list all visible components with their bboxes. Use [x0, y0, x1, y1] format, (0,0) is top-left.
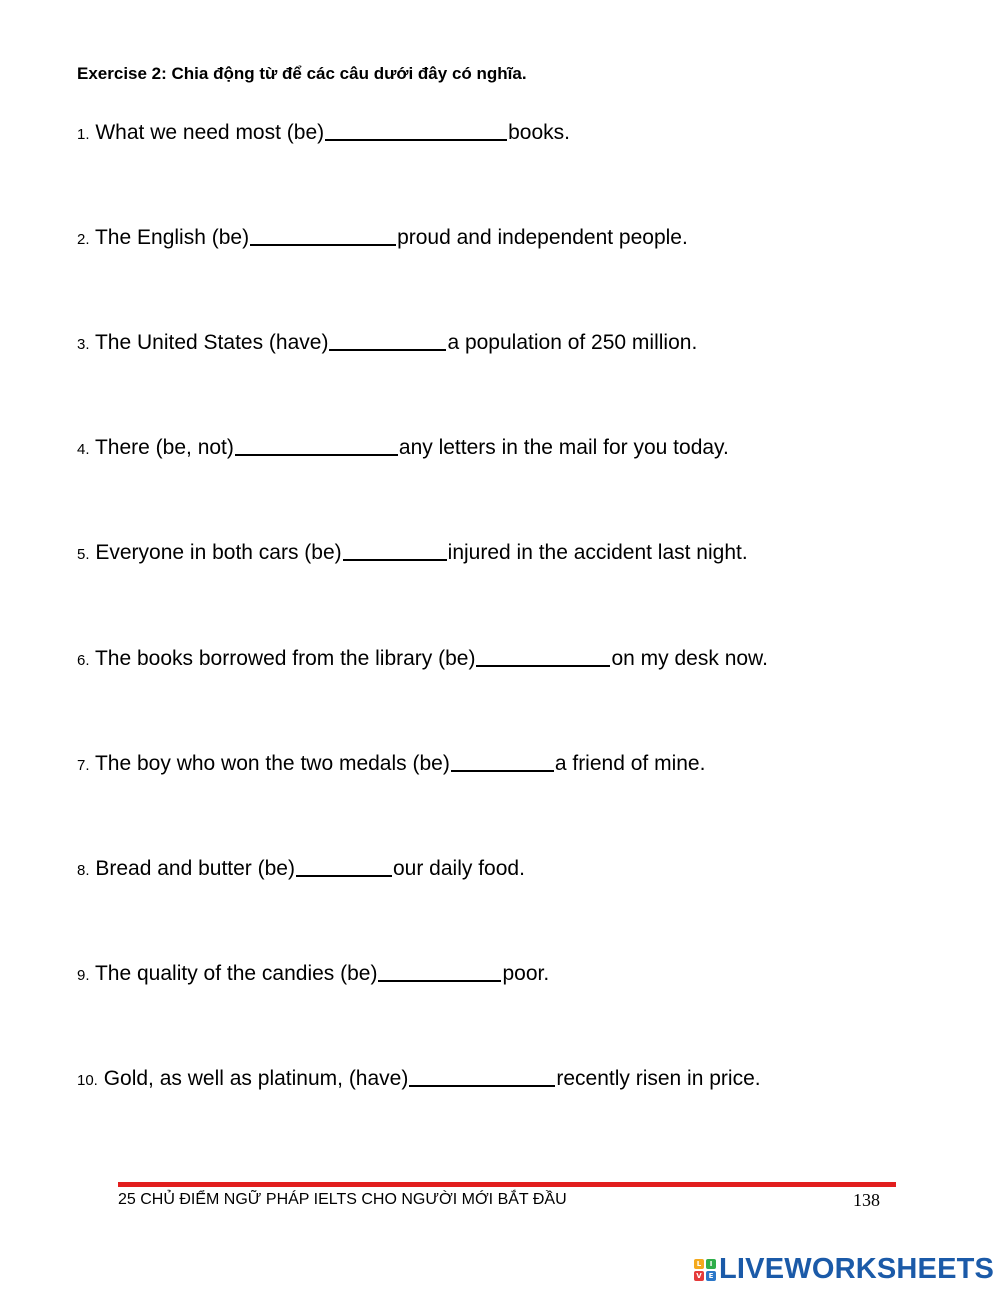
question-number: 3. — [77, 336, 90, 353]
logo-block: V — [694, 1271, 704, 1281]
answer-blank-3[interactable] — [329, 330, 446, 351]
question-text-before: Bread and butter (be) — [95, 857, 295, 880]
question-number: 9. — [77, 967, 90, 984]
question-text-after: books. — [508, 121, 570, 144]
footer-book-title: 25 CHỦ ĐIỂM NGỮ PHÁP IELTS CHO NGƯỜI MỚI BẮT ĐẦU — [118, 1191, 567, 1208]
logo-block: E — [706, 1271, 716, 1281]
page-number: 138 — [853, 1190, 880, 1210]
logo-block: L — [694, 1259, 704, 1269]
question-6 — [77, 646, 768, 674]
answer-blank-10[interactable] — [409, 1066, 555, 1087]
answer-input-8[interactable] — [296, 861, 392, 879]
question-text-before: There (be, not) — [94, 436, 234, 459]
question-number: 10. — [77, 1072, 98, 1089]
question-number: 4. — [77, 441, 90, 458]
question-text-after: poor. — [502, 962, 550, 985]
question-text-after: proud and independent people. — [397, 226, 688, 249]
question-text-after: any letters in the mail for you today. — [398, 436, 729, 459]
question-text-before: The quality of the candies (be) — [94, 962, 378, 985]
question-number: 6. — [77, 652, 90, 669]
answer-blank-1[interactable] — [325, 120, 507, 141]
question-text-before: The boy who won the two medals (be) — [94, 752, 450, 775]
question-text-before: Everyone in both cars (be) — [95, 541, 342, 564]
question-number: 8. — [77, 862, 90, 879]
answer-input-3[interactable] — [329, 335, 446, 353]
liveworksheets-logo — [694, 1253, 994, 1286]
answer-input-6[interactable] — [476, 651, 610, 669]
question-text-after: injured in the accident last night. — [447, 541, 748, 564]
question-7 — [77, 751, 705, 779]
answer-input-2[interactable] — [250, 230, 396, 248]
question-text-before: What we need most (be) — [95, 121, 325, 144]
answer-input-7[interactable] — [451, 756, 554, 774]
answer-input-9[interactable] — [378, 966, 501, 984]
question-number: 1. — [77, 126, 90, 143]
question-number: 7. — [77, 757, 90, 774]
logo-text: LIVEWORKSHEETS — [719, 1253, 995, 1285]
answer-blank-4[interactable] — [235, 435, 398, 456]
question-text-after: a population of 250 million. — [447, 331, 698, 354]
answer-blank-5[interactable] — [343, 540, 447, 561]
question-text-after: recently risen in price. — [556, 1067, 761, 1090]
question-5 — [77, 540, 748, 568]
question-2 — [77, 225, 688, 253]
question-10 — [77, 1066, 761, 1094]
answer-blank-7[interactable] — [451, 751, 554, 772]
answer-blank-9[interactable] — [378, 961, 501, 982]
question-number: 5. — [77, 546, 90, 563]
question-8 — [77, 856, 525, 884]
logo-block: I — [706, 1259, 716, 1269]
question-text-after: our daily food. — [392, 857, 525, 880]
answer-input-5[interactable] — [343, 545, 447, 563]
footer-rule — [118, 1182, 896, 1187]
answer-input-10[interactable] — [409, 1071, 555, 1089]
answer-input-4[interactable] — [235, 440, 398, 458]
question-text-before: The English (be) — [94, 226, 250, 249]
question-text-after: a friend of mine. — [554, 752, 706, 775]
question-text-before: The books borrowed from the library (be) — [94, 647, 476, 670]
exercise-title: Exercise 2: Chia động từ để các câu dưới đây có nghĩa. — [77, 64, 527, 83]
answer-blank-2[interactable] — [250, 225, 396, 246]
question-3 — [77, 330, 697, 358]
logo-blocks-icon — [694, 1259, 716, 1281]
question-1 — [77, 120, 570, 148]
answer-blank-8[interactable] — [296, 856, 392, 877]
answer-blank-6[interactable] — [476, 646, 610, 667]
answer-input-1[interactable] — [325, 125, 507, 143]
question-9 — [77, 961, 549, 989]
question-text-before: The United States (have) — [94, 331, 329, 354]
question-4 — [77, 435, 729, 463]
question-number: 2. — [77, 231, 90, 248]
question-text-before: Gold, as well as platinum, (have) — [103, 1067, 409, 1090]
question-text-after: on my desk now. — [611, 647, 768, 670]
